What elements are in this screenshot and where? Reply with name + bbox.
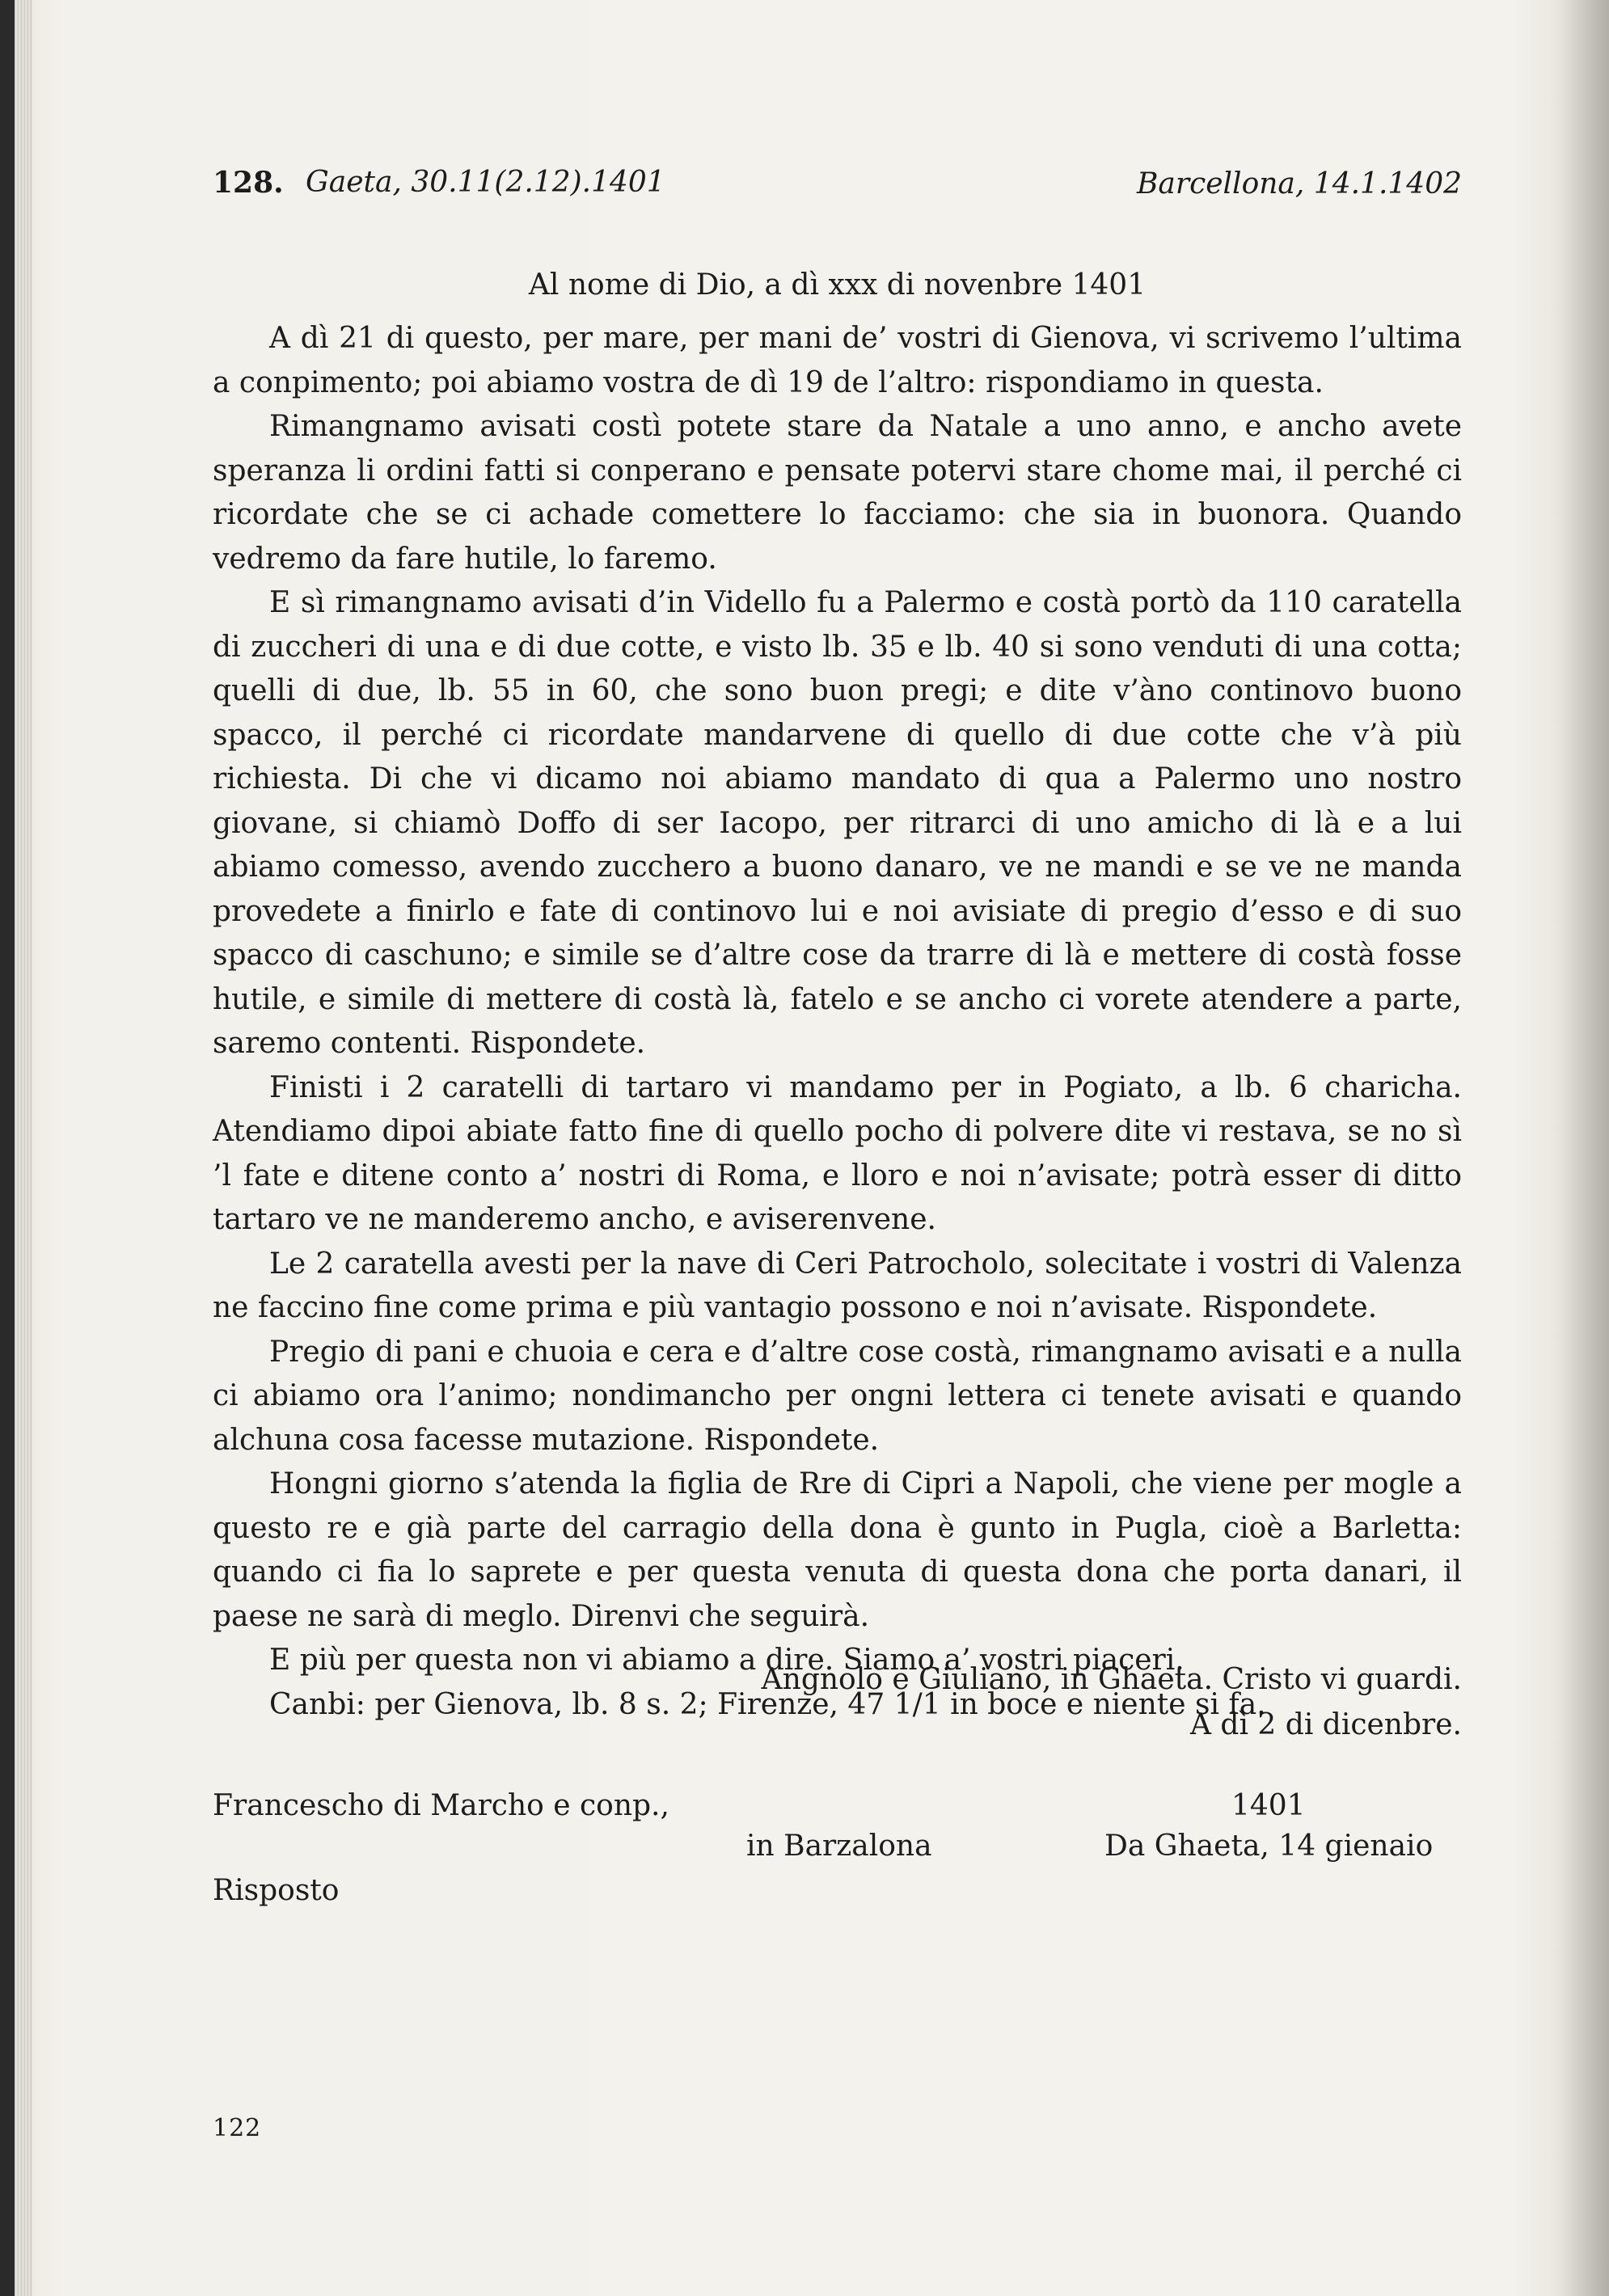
paragraph: Rimangnamo avisati costì potete stare da Natale a uno anno, e ancho avete speranza li ordini fatti si conperano e pensate potervi stare chome mai, il perché ci ricordate che se ci achade comettere lo facciamo: che sia in buonora. Quando vedremo da fare hutile, lo faremo. xyxy=(213,410,1462,576)
paragraph: Le 2 caratella avesti per la nave di Ceri Patrocholo, solecitate i vostri di Valenza ne faccino fine come prima e più vantagio possono e noi n’avisate. Rispondete. xyxy=(213,1247,1462,1324)
letter-destination: Barcellona, 14.1.1402 xyxy=(1136,167,1462,200)
signature xyxy=(213,1657,1462,1748)
paragraph: E sì rimangnamo avisati d’in Vidello fu a Palermo e costà portò da 110 caratella di zuccheri di una e di due cotte, e visto lb. 35 e lb. 40 si sono venduti di una cotta; quelli di due, lb. 55 in 60, che sono buon pregi; e dite v’àno continovo buono spacco, il perché ci ricordate mandarvene di quello di due cotte che v’à più richiesta. Di che vi dicamo noi abiamo mandato di qua a Palermo uno nostro giovane, si chiamò Doffo di ser Iacopo, per ritrarci di uno amicho di là e a lui abiamo comesso, avendo zucchero a buono danaro, ve ne mandi e se ve ne manda provedete a finirlo e fate di continovo lui e noi avisiate di pregio d’esso e di suo spacco di caschuno; e simile se d’altre cose da trarre di là e mettere di costà fosse hutile, e simile di mettere di costà là, fatelo e se ancho ci vorete atendere a parte, saremo contenti. Rispondete. xyxy=(213,586,1462,1060)
page-number: 122 xyxy=(213,2114,262,2142)
address-year: 1401 xyxy=(1231,1789,1306,1822)
letter-body xyxy=(213,317,1462,1727)
address-answered: Risposto xyxy=(213,1874,340,1907)
page-shadow xyxy=(1560,0,1609,2296)
date-line: A dì 2 di dicenbre. xyxy=(1189,1708,1462,1741)
paragraph: Hongni giorno s’atenda la figlia de Rre di Cipri a Napoli, che viene per mogle a questo re e già parte del carragio della dona è gunto in Pugla, cioè a Barletta: quando ci fia lo saprete e per questa venuta di questa dona che porta danari, il paese ne sarà di meglo. Direnvi che seguirà. xyxy=(213,1467,1462,1633)
book-page xyxy=(15,0,1609,2296)
signature-line: Angnolo e Giuliano, in Ghaeta. Cristo vi guardi. xyxy=(761,1663,1462,1696)
paragraph: E più per questa non vi abiamo a dire. Siamo a’ vostri piaceri. xyxy=(269,1644,1185,1677)
letter-number: 128. xyxy=(213,166,284,200)
letter-origin: Gaeta, 30.11(2.12).1401 xyxy=(306,166,665,199)
address-recipient: Francescho di Marcho e conp., xyxy=(213,1789,669,1822)
salutation: Al nome di Dio, a dì xxx di novenbre 1401 xyxy=(528,268,1147,302)
paragraph: A dì 21 di questo, per mare, per mani de’ vostri di Gienova, vi scrivemo l’ultima a conpimento; poi abiamo vostra de dì 19 de l’altro: rispondiamo in questa. xyxy=(213,322,1462,399)
paragraph: Finisti i 2 caratelli di tartaro vi mandamo per in Pogiato, a lb. 6 charicha. Atendiamo dipoi abiate fatto fine di quello pocho di polvere dite vi restava, se no sì ’l fate e ditene conto a’ nostri di Roma, e lloro e noi n’avisate; potrà esser di ditto tartaro ve ne manderemo ancho, e aviserenvene. xyxy=(213,1070,1462,1236)
paragraph: Canbi: per Gienova, lb. 8 s. 2; Firenze, 47 1/1 in boce e niente si fa. xyxy=(269,1687,1266,1721)
page-edges xyxy=(15,0,32,2296)
letter-header xyxy=(213,166,1462,214)
address-received: Da Ghaeta, 14 gienaio xyxy=(1104,1830,1434,1863)
paragraph: Pregio di pani e chuoia e cera e d’altre cose costà, rimangnamo avisati e a nulla ci abiamo ora l’animo; nondimancho per ongni lettera ci tenete avisati e quando alchuna cosa facesse mutazione. Rispondete. xyxy=(213,1335,1462,1457)
address-place: in Barzalona xyxy=(746,1830,932,1863)
